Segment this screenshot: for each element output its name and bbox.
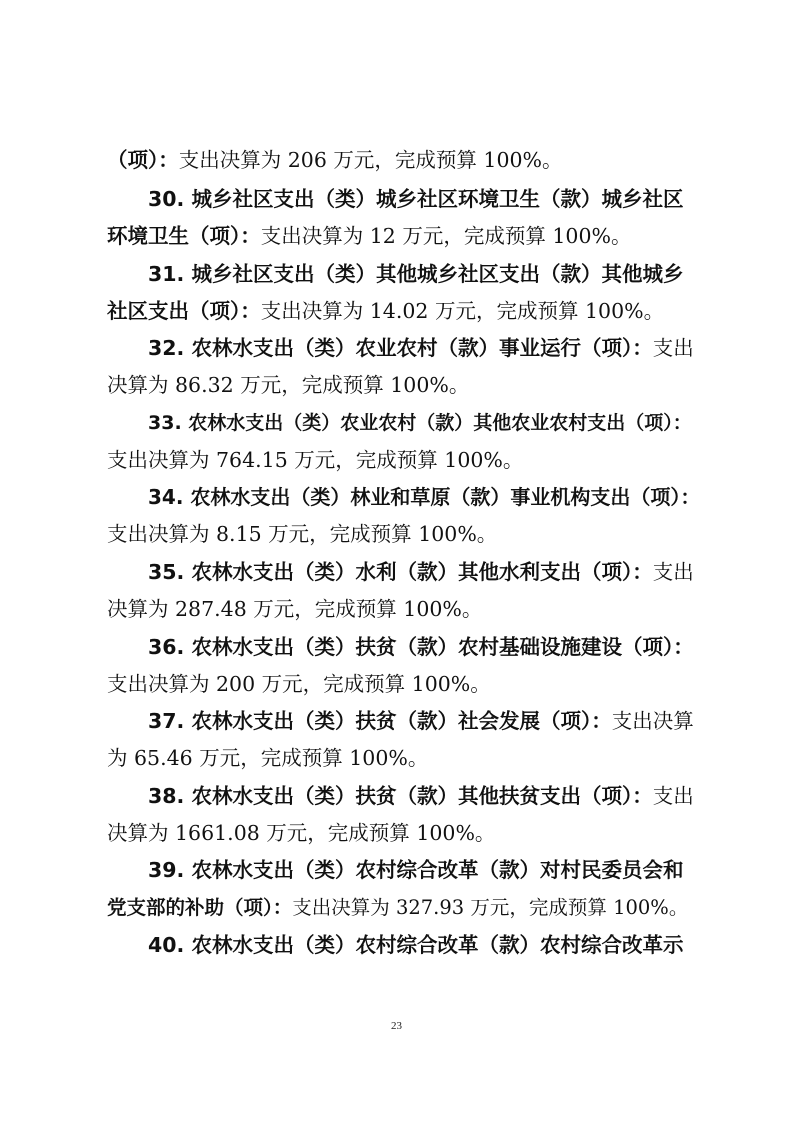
bold-text: 33. 农林水支出（类）农业农村（款）其他农业农村支出（项）：	[148, 412, 692, 434]
bold-text: 38. 农林水支出（类）扶贫（款）其他扶贫支出（项）：	[148, 784, 653, 808]
paragraph-item-38	[107, 778, 699, 852]
bold-text: 37. 农林水支出（类）扶贫（款）社会发展（项）：	[148, 709, 612, 733]
paragraph-item-39	[107, 852, 699, 926]
bold-text: 36. 农林水支出（类）扶贫（款）农村基础设施建设（项）：	[148, 635, 694, 659]
text-line	[107, 591, 699, 628]
paragraph-item-32	[107, 330, 699, 404]
text-line	[107, 889, 699, 926]
bold-text: 32. 农林水支出（类）农业农村（款）事业运行（项）：	[148, 336, 653, 360]
text-line	[107, 479, 699, 516]
text-line	[107, 703, 699, 740]
bold-text: 31. 城乡社区支出（类）其他城乡社区支出（款）其他城乡	[148, 262, 684, 286]
text-line	[107, 815, 699, 852]
bold-text: 34. 农林水支出（类）林业和草原（款）事业机构支出（项）：	[148, 485, 701, 509]
regular-text: 支出决算为 327.93 万元，完成预算 100%。	[292, 896, 689, 919]
text-line	[107, 181, 699, 218]
paragraph-item-34	[107, 479, 699, 553]
regular-text: 支出决算为 12 万元，完成预算 100%。	[260, 224, 632, 248]
paragraph-item-36	[107, 629, 699, 703]
paragraph-item-37	[107, 703, 699, 777]
paragraph-item-29-continued	[107, 142, 699, 179]
text-line	[107, 666, 699, 703]
regular-text: 支出决算	[611, 709, 694, 733]
text-line	[107, 256, 699, 293]
regular-text: 支出	[652, 784, 694, 808]
regular-text: 支出	[652, 336, 694, 360]
text-line	[107, 778, 699, 815]
page-number: 23	[391, 1020, 402, 1032]
text-line	[107, 367, 699, 404]
regular-text: 支出决算为 206 万元，完成预算 100%。	[178, 148, 563, 172]
text-line	[107, 442, 699, 479]
regular-text: 决算为 1661.08 万元，完成预算 100%。	[107, 821, 496, 845]
regular-text: 支出	[652, 560, 694, 584]
bold-text: 35. 农林水支出（类）水利（款）其他水利支出（项）：	[148, 560, 653, 584]
text-line	[107, 142, 699, 179]
regular-text: 决算为 287.48 万元，完成预算 100%。	[107, 597, 483, 621]
bold-text: 30. 城乡社区支出（类）城乡社区环境卫生（款）城乡社区	[148, 187, 684, 211]
regular-text: 支出决算为 200 万元，完成预算 100%。	[107, 672, 491, 696]
bold-text: 环境卫生（项）：	[107, 224, 261, 248]
regular-text: 支出决算为 8.15 万元，完成预算 100%。	[107, 522, 498, 546]
text-line	[107, 218, 699, 255]
text-line	[107, 405, 699, 442]
bold-text: 40. 农林水支出（类）农村综合改革（款）农村综合改革示	[148, 933, 684, 957]
text-line	[107, 927, 699, 964]
text-line	[107, 554, 699, 591]
paragraph-item-30	[107, 181, 699, 255]
paragraph-item-31	[107, 256, 699, 330]
regular-text: 为 65.46 万元，完成预算 100%。	[107, 746, 429, 770]
paragraph-item-40	[107, 927, 699, 964]
regular-text: 支出决算为 764.15 万元，完成预算 100%。	[107, 448, 524, 472]
regular-text: 支出决算为 14.02 万元，完成预算 100%。	[260, 299, 665, 323]
text-line	[107, 330, 699, 367]
paragraph-item-35	[107, 554, 699, 628]
bold-text: （项）：	[107, 148, 179, 172]
bold-text: 党支部的补助（项）：	[107, 896, 293, 919]
text-line	[107, 293, 699, 330]
bold-text: 39. 农林水支出（类）农村综合改革（款）对村民委员会和	[148, 858, 684, 882]
regular-text: 决算为 86.32 万元，完成预算 100%。	[107, 373, 470, 397]
text-line	[107, 740, 699, 777]
text-line	[107, 852, 699, 889]
text-line	[107, 516, 699, 553]
bold-text: 社区支出（项）：	[107, 299, 261, 323]
text-line	[107, 629, 699, 666]
paragraph-item-33	[107, 405, 699, 479]
